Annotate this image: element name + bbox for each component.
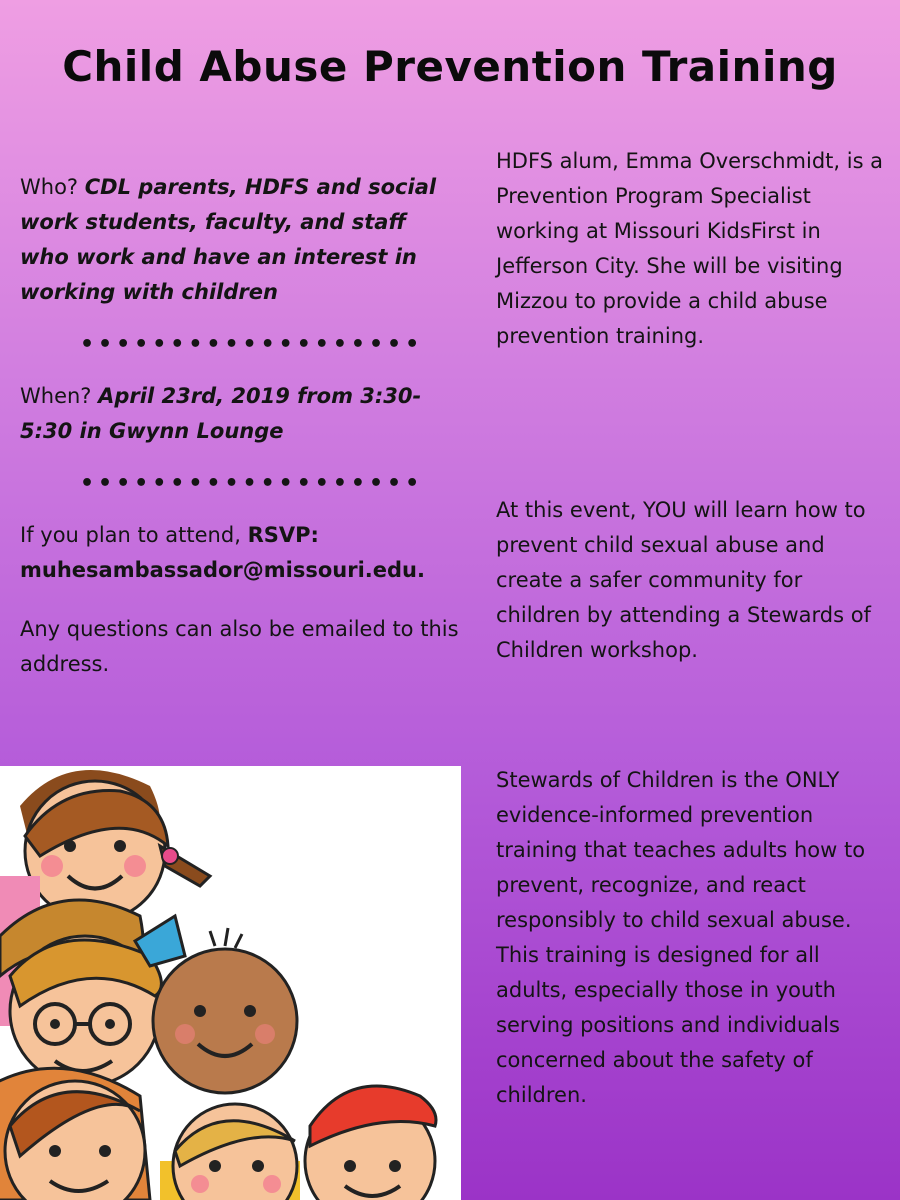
rsvp-colon: : [310,523,319,547]
questions-text: Any questions can also be emailed to this address. [20,617,459,676]
child-face-icon [305,1086,436,1200]
who-label: Who? [20,175,79,199]
event-learn-paragraph: At this event, YOU will learn how to prevent child sexual abuse and create a safer community for children by attending a Stewards of Children workshop. [496,498,871,662]
rsvp-text: If you plan to attend, [20,523,241,547]
when-label: When? [20,384,92,408]
event-details [20,170,460,682]
rsvp-email-link[interactable]: muhesambassador@missouri.edu. [20,558,425,582]
stewards-paragraph: Stewards of Children is the ONLY evidence-informed prevention training that teaches adults how to prevent, recognize, and react responsibly to child sexual abuse. This training is designed for all adults, especially those in youth serving positions and individuals concerned about the safety of children. [496,768,866,1107]
children-faces-illustration [0,766,461,1200]
child-face-icon [160,1104,300,1200]
child-face-icon [0,1068,150,1200]
who-value: CDL parents, HDFS and social work students, faculty, and staff who work and have an interest in working with children [20,175,437,304]
when-value: April 23rd, 2019 from 3:30-5:30 in Gwynn Lounge [20,384,422,443]
who-section [20,170,460,310]
child-face-icon [0,876,185,1086]
child-face-icon [20,770,210,921]
rsvp-label: RSVP [247,523,311,547]
rsvp-section [20,518,460,588]
separator-dots: ••••••••••••••••••• [80,471,424,496]
separator-dots: ••••••••••••••••••• [80,332,424,357]
intro-paragraph: HDFS alum, Emma Overschmidt, is a Prevention Program Specialist working at Missouri KidsFirst in Jefferson City. She will be visiting Mizzou to provide a child abuse prevention training. [496,149,884,348]
page-title: Child Abuse Prevention Training [62,42,838,91]
when-section [20,379,460,449]
